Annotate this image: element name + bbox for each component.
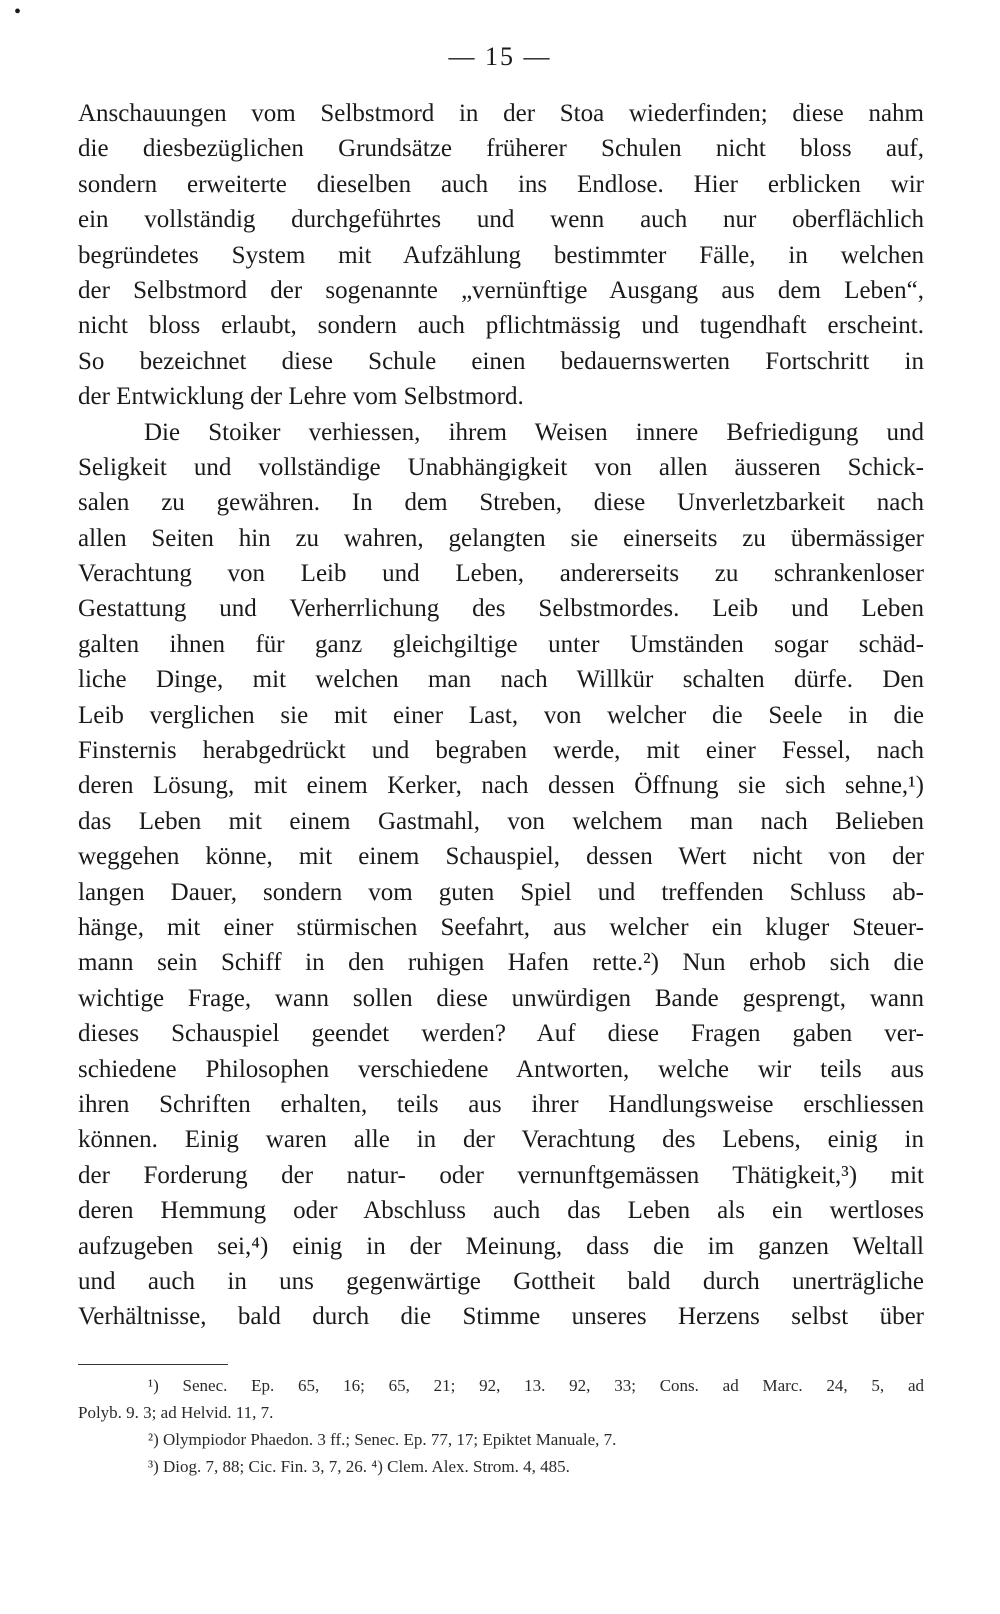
text-line: Gestattung und Verherrlichung des Selbstmordes. Leib und Leben <box>78 595 924 623</box>
text-line: ein vollständig durchgeführtes und wenn auch nur oberflächlich <box>78 206 924 234</box>
page-number: — 15 — <box>448 42 552 71</box>
text-line: langen Dauer, sondern vom guten Spiel und treffenden Schluss ab- <box>78 878 924 906</box>
text-line: hänge, mit einer stürmischen Seefahrt, aus welcher ein kluger Steuer- <box>78 913 924 941</box>
text-line: So bezeichnet diese Schule einen bedauernswerten Fortschritt in <box>78 347 924 375</box>
text-line: der Forderung der natur- oder vernunftgemässen Thätigkeit,³) mit <box>78 1161 924 1189</box>
body-text <box>78 96 924 1335</box>
text-line: deren Lösung, mit einem Kerker, nach dessen Öffnung sie sich sehne,¹) <box>78 772 924 800</box>
footnote-line: ²) Olympiodor Phaedon. 3 ff.; Senec. Ep. 77, 17; Epiktet Manuale, 7. <box>148 1430 617 1449</box>
text-line: weggehen könne, mit einem Schauspiel, dessen Wert nicht von der <box>78 843 924 871</box>
text-line: liche Dinge, mit welchen man nach Willkür schalten dürfe. Den <box>78 666 924 694</box>
text-line: begründetes System mit Aufzählung bestimmter Fälle, in welchen <box>78 241 924 269</box>
footnotes <box>78 1372 924 1480</box>
text-line: nicht bloss erlaubt, sondern auch pflichtmässig und tugendhaft erscheint. <box>78 312 924 340</box>
text-line: deren Hemmung oder Abschluss auch das Leben als ein wertloses <box>78 1197 924 1225</box>
footnote-line: Polyb. 9. 3; ad Helvid. 11, 7. <box>78 1403 274 1422</box>
text-line: Verachtung von Leib und Leben, andererseits zu schrankenloser <box>78 560 924 588</box>
text-line: schiedene Philosophen verschiedene Antworten, welche wir teils aus <box>78 1055 924 1083</box>
text-line: wichtige Frage, wann sollen diese unwürdigen Bande gesprengt, wann <box>78 984 924 1012</box>
footnote-line: ³) Diog. 7, 88; Cic. Fin. 3, 7, 26. ⁴) Clem. Alex. Strom. 4, 485. <box>148 1457 570 1476</box>
text-line: Verhältnisse, bald durch die Stimme unseres Herzens selbst über <box>78 1303 924 1331</box>
text-line: allen Seiten hin zu wahren, gelangten sie einerseits zu übermässiger <box>78 524 924 552</box>
text-line: Anschauungen vom Selbstmord in der Stoa wiederfinden; diese nahm <box>78 100 924 127</box>
text-line: Die Stoiker verhiessen, ihrem Weisen innere Befriedigung und <box>144 418 924 446</box>
stray-dot-mark: • <box>14 1 22 23</box>
text-line: ihren Schriften erhalten, teils aus ihrer Handlungsweise erschliessen <box>78 1090 924 1118</box>
text-line: galten ihnen für ganz gleichgiltige unter Umständen sogar schäd- <box>78 630 924 658</box>
text-line: der Selbstmord der sogenannte „vernünftige Ausgang aus dem Leben“, <box>78 276 924 304</box>
text-line: sondern erweiterte dieselben auch ins Endlose. Hier erblicken wir <box>78 170 924 198</box>
text-line: salen zu gewähren. In dem Streben, diese Unverletzbarkeit nach <box>78 489 924 517</box>
text-line: aufzugeben sei,⁴) einig in der Meinung, dass die im ganzen Weltall <box>78 1232 924 1260</box>
text-line: das Leben mit einem Gastmahl, von welchem man nach Belieben <box>78 807 924 835</box>
text-line: und auch in uns gegenwärtige Gottheit bald durch unerträgliche <box>78 1267 924 1295</box>
text-line: mann sein Schiff in den ruhigen Hafen rette.²) Nun erhob sich die <box>78 949 924 977</box>
text-line: Seligkeit und vollständige Unabhängigkeit von allen äusseren Schick- <box>78 453 924 481</box>
footnote-divider <box>78 1364 228 1365</box>
text-line: Leib verglichen sie mit einer Last, von welcher die Seele in die <box>78 701 924 729</box>
text-line: Finsternis herabgedrückt und begraben werde, mit einer Fessel, nach <box>78 737 924 765</box>
text-line: die diesbezüglichen Grundsätze früherer Schulen nicht bloss auf, <box>78 135 924 163</box>
footnote-line: ¹) Senec. Ep. 65, 16; 65, 21; 92, 13. 92, 33; Cons. ad Marc. 24, 5, ad <box>148 1376 924 1395</box>
text-line: der Entwicklung der Lehre vom Selbstmord. <box>78 383 524 411</box>
text-line: können. Einig waren alle in der Verachtung des Lebens, einig in <box>78 1126 924 1154</box>
text-line: dieses Schauspiel geendet werden? Auf diese Fragen gaben ver- <box>78 1020 924 1048</box>
